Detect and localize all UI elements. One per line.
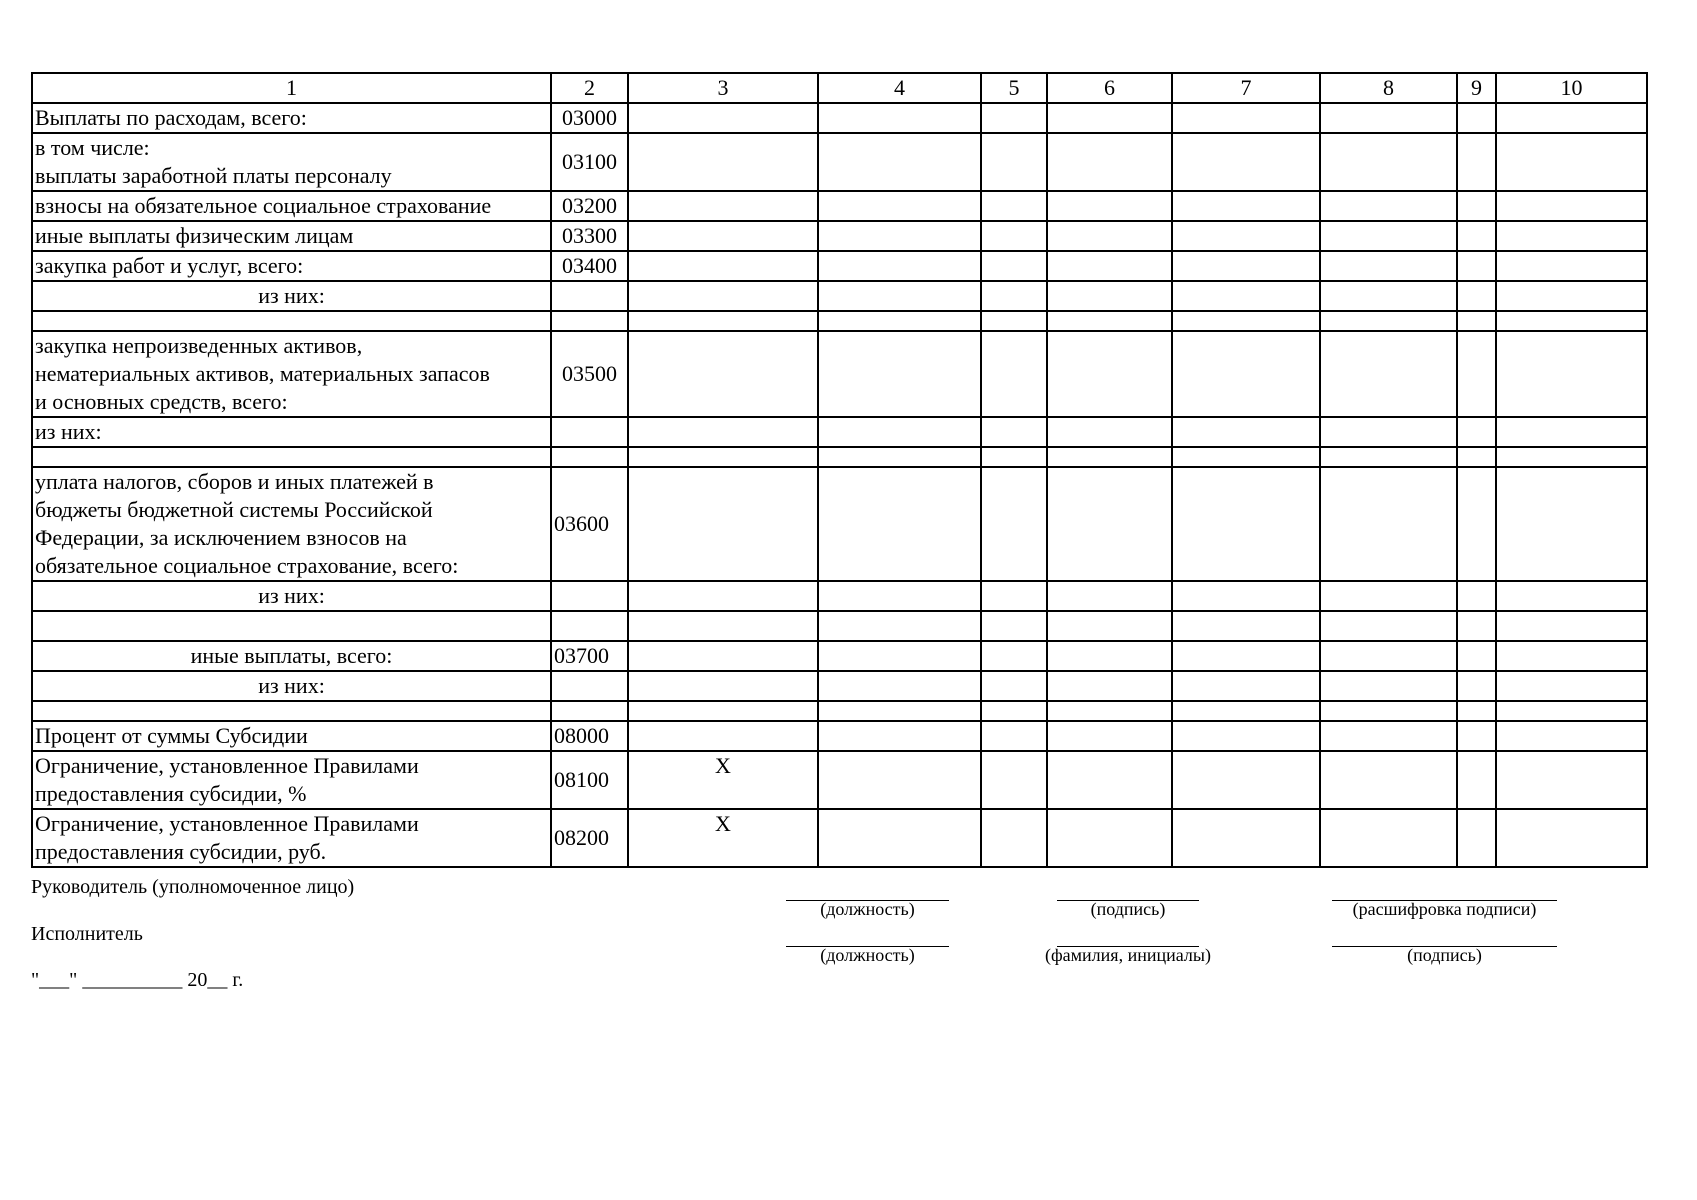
table-row — [32, 331, 1647, 417]
data-cell-col-5 — [981, 701, 1047, 721]
head-signature-caption: (подпись) — [1090, 899, 1166, 919]
data-cell-col-5 — [981, 467, 1047, 581]
data-cell-col-5 — [981, 133, 1047, 191]
data-cell-col-9 — [1457, 133, 1496, 191]
row-label — [32, 311, 551, 331]
data-cell-col-7 — [1172, 809, 1320, 867]
row-label-line: взносы на обязательное социальное страхование — [35, 193, 492, 218]
data-cell-col-8 — [1320, 331, 1457, 417]
table-row — [32, 611, 1647, 641]
row-code — [551, 671, 628, 701]
data-cell-col-6 — [1047, 331, 1172, 417]
column-header-9: 9 — [1457, 73, 1496, 103]
data-cell-col-7 — [1172, 311, 1320, 331]
row-label-line: и основных средств, всего: — [35, 389, 288, 414]
data-cell-col-7 — [1172, 191, 1320, 221]
data-cell-col-7 — [1172, 611, 1320, 641]
data-cell-col-3 — [628, 133, 818, 191]
row-code: 08000 — [551, 721, 628, 751]
data-cell-col-6 — [1047, 467, 1172, 581]
data-cell-col-6 — [1047, 611, 1172, 641]
data-cell-col-3 — [628, 311, 818, 331]
data-cell-col-9 — [1457, 751, 1496, 809]
row-label — [32, 447, 551, 467]
row-label-line: Федерации, за исключением взносов на — [35, 525, 407, 550]
data-cell-col-9 — [1457, 281, 1496, 311]
row-label — [32, 751, 551, 809]
row-label-line: закупка непроизведенных активов, — [35, 333, 363, 358]
row-code: 03200 — [551, 191, 628, 221]
data-cell-col-7 — [1172, 447, 1320, 467]
data-cell-col-6 — [1047, 221, 1172, 251]
column-header-8: 8 — [1320, 73, 1457, 103]
row-label — [32, 103, 551, 133]
data-cell-col-5 — [981, 251, 1047, 281]
data-cell-col-9 — [1457, 251, 1496, 281]
row-code — [551, 417, 628, 447]
data-cell-col-3 — [628, 417, 818, 447]
header-row — [32, 73, 1647, 103]
data-cell-col-4 — [818, 581, 981, 611]
row-label — [32, 671, 551, 701]
data-cell-col-4 — [818, 467, 981, 581]
row-label — [32, 641, 551, 671]
row-label — [32, 331, 551, 417]
data-cell-col-5 — [981, 331, 1047, 417]
data-cell-col-10 — [1496, 641, 1647, 671]
table-row — [32, 191, 1647, 221]
data-cell-col-10 — [1496, 417, 1647, 447]
data-cell-col-8 — [1320, 467, 1457, 581]
data-cell-col-8 — [1320, 721, 1457, 751]
row-label — [32, 251, 551, 281]
data-cell-col-7 — [1172, 581, 1320, 611]
data-cell-col-10 — [1496, 103, 1647, 133]
row-label-line: бюджеты бюджетной системы Российской — [35, 497, 433, 522]
row-label-line: уплата налогов, сборов и иных платежей в — [35, 469, 434, 494]
data-cell-col-8 — [1320, 221, 1457, 251]
data-cell-col-4 — [818, 103, 981, 133]
data-cell-col-9 — [1457, 641, 1496, 671]
data-cell-col-8 — [1320, 103, 1457, 133]
data-cell-col-9 — [1457, 447, 1496, 467]
row-label-line: из них: — [258, 583, 325, 608]
data-cell-col-9 — [1457, 417, 1496, 447]
data-cell-col-6 — [1047, 721, 1172, 751]
data-cell-col-9 — [1457, 221, 1496, 251]
data-cell-col-5 — [981, 641, 1047, 671]
row-code — [551, 701, 628, 721]
column-header-4: 4 — [818, 73, 981, 103]
data-cell-col-7 — [1172, 701, 1320, 721]
data-cell-col-7 — [1172, 417, 1320, 447]
table-row — [32, 133, 1647, 191]
data-cell-col-8 — [1320, 447, 1457, 467]
row-label — [32, 467, 551, 581]
table-row — [32, 311, 1647, 331]
row-label — [32, 809, 551, 867]
data-cell-col-3 — [628, 721, 818, 751]
data-cell-col-7 — [1172, 467, 1320, 581]
data-cell-col-10 — [1496, 751, 1647, 809]
data-cell-col-8 — [1320, 251, 1457, 281]
data-cell-col-8 — [1320, 311, 1457, 331]
executor-name-caption: (фамилия, инициалы) — [1045, 945, 1211, 965]
table-row — [32, 221, 1647, 251]
data-cell-col-6 — [1047, 417, 1172, 447]
data-cell-col-3 — [628, 221, 818, 251]
row-label-line: выплаты заработной платы персоналу — [35, 163, 392, 188]
table-row — [32, 447, 1647, 467]
data-cell-col-5 — [981, 611, 1047, 641]
cell-x-mark: X — [628, 751, 818, 809]
data-cell-col-7 — [1172, 671, 1320, 701]
row-code: 03500 — [551, 331, 628, 417]
head-decoding-caption: (расшифровка подписи) — [1352, 899, 1537, 919]
data-cell-col-9 — [1457, 103, 1496, 133]
data-cell-col-4 — [818, 133, 981, 191]
data-cell-col-5 — [981, 191, 1047, 221]
data-cell-col-10 — [1496, 133, 1647, 191]
row-label — [32, 611, 551, 641]
row-code: 03000 — [551, 103, 628, 133]
report-table — [31, 72, 1648, 868]
data-cell-col-4 — [818, 417, 981, 447]
table-row — [32, 103, 1647, 133]
column-header-5: 5 — [981, 73, 1047, 103]
data-cell-col-8 — [1320, 133, 1457, 191]
head-position-caption: (должность) — [820, 899, 915, 919]
row-label-line: иные выплаты физическим лицам — [35, 223, 354, 248]
row-label — [32, 721, 551, 751]
row-label — [32, 221, 551, 251]
table-row — [32, 641, 1647, 671]
data-cell-col-10 — [1496, 331, 1647, 417]
data-cell-col-3 — [628, 447, 818, 467]
data-cell-col-9 — [1457, 331, 1496, 417]
row-label-line: из них: — [258, 673, 325, 698]
data-cell-col-9 — [1457, 611, 1496, 641]
data-cell-col-7 — [1172, 133, 1320, 191]
data-cell-col-8 — [1320, 581, 1457, 611]
row-label — [32, 133, 551, 191]
column-header-1: 1 — [32, 73, 551, 103]
data-cell-col-8 — [1320, 611, 1457, 641]
row-code: 03100 — [551, 133, 628, 191]
row-code — [551, 447, 628, 467]
data-cell-col-10 — [1496, 611, 1647, 641]
data-cell-col-10 — [1496, 701, 1647, 721]
data-cell-col-3 — [628, 671, 818, 701]
data-cell-col-7 — [1172, 281, 1320, 311]
data-cell-col-3 — [628, 103, 818, 133]
data-cell-col-6 — [1047, 103, 1172, 133]
data-cell-col-6 — [1047, 641, 1172, 671]
data-cell-col-8 — [1320, 751, 1457, 809]
data-cell-col-4 — [818, 641, 981, 671]
executor-label: Исполнитель — [31, 923, 143, 945]
data-cell-col-10 — [1496, 467, 1647, 581]
data-cell-col-6 — [1047, 191, 1172, 221]
data-cell-col-4 — [818, 721, 981, 751]
row-code: 08100 — [551, 751, 628, 809]
data-cell-col-3 — [628, 467, 818, 581]
data-cell-col-8 — [1320, 641, 1457, 671]
data-cell-col-6 — [1047, 701, 1172, 721]
row-code — [551, 611, 628, 641]
table-row — [32, 809, 1647, 867]
row-label-line: предоставления субсидии, руб. — [35, 839, 327, 864]
data-cell-col-10 — [1496, 581, 1647, 611]
table-row — [32, 467, 1647, 581]
row-label-line: Ограничение, установленное Правилами — [35, 753, 419, 778]
table-row — [32, 281, 1647, 311]
row-label — [32, 417, 551, 447]
data-cell-col-10 — [1496, 251, 1647, 281]
data-cell-col-6 — [1047, 281, 1172, 311]
data-cell-col-6 — [1047, 133, 1172, 191]
executor-position-caption: (должность) — [820, 945, 915, 965]
table-row — [32, 417, 1647, 447]
data-cell-col-9 — [1457, 311, 1496, 331]
row-code: 03700 — [551, 641, 628, 671]
data-cell-col-5 — [981, 103, 1047, 133]
data-cell-col-9 — [1457, 191, 1496, 221]
data-cell-col-5 — [981, 221, 1047, 251]
row-label-line: из них: — [35, 419, 102, 444]
data-cell-col-4 — [818, 701, 981, 721]
data-cell-col-9 — [1457, 809, 1496, 867]
data-cell-col-10 — [1496, 191, 1647, 221]
data-cell-col-7 — [1172, 751, 1320, 809]
row-label-line: обязательное социальное страхование, всего: — [35, 553, 459, 578]
data-cell-col-6 — [1047, 251, 1172, 281]
row-label-line: нематериальных активов, материальных запасов — [35, 361, 490, 386]
data-cell-col-3 — [628, 331, 818, 417]
data-cell-col-8 — [1320, 809, 1457, 867]
data-cell-col-5 — [981, 671, 1047, 701]
data-cell-col-5 — [981, 417, 1047, 447]
data-cell-col-4 — [818, 311, 981, 331]
data-cell-col-8 — [1320, 671, 1457, 701]
table-row — [32, 671, 1647, 701]
data-cell-col-6 — [1047, 447, 1172, 467]
data-cell-col-5 — [981, 281, 1047, 311]
data-cell-col-4 — [818, 809, 981, 867]
data-cell-col-3 — [628, 251, 818, 281]
row-label-line: иные выплаты, всего: — [190, 643, 393, 668]
data-cell-col-9 — [1457, 671, 1496, 701]
data-cell-col-5 — [981, 721, 1047, 751]
data-cell-col-4 — [818, 221, 981, 251]
row-label-line: Выплаты по расходам, всего: — [35, 105, 307, 130]
data-cell-col-3 — [628, 191, 818, 221]
row-label — [32, 281, 551, 311]
table-row — [32, 721, 1647, 751]
row-label-line: в том числе: — [35, 135, 150, 160]
data-cell-col-7 — [1172, 641, 1320, 671]
data-cell-col-8 — [1320, 701, 1457, 721]
data-cell-col-5 — [981, 311, 1047, 331]
data-cell-col-7 — [1172, 721, 1320, 751]
data-cell-col-9 — [1457, 701, 1496, 721]
data-cell-col-7 — [1172, 251, 1320, 281]
data-cell-col-5 — [981, 751, 1047, 809]
data-cell-col-6 — [1047, 751, 1172, 809]
row-label-line: предоставления субсидии, % — [35, 781, 307, 806]
row-label-line: Процент от суммы Субсидии — [35, 723, 308, 748]
data-cell-col-4 — [818, 331, 981, 417]
data-cell-col-10 — [1496, 311, 1647, 331]
column-header-2: 2 — [551, 73, 628, 103]
row-label — [32, 701, 551, 721]
data-cell-col-8 — [1320, 417, 1457, 447]
row-label-line: закупка работ и услуг, всего: — [35, 253, 304, 278]
data-cell-col-7 — [1172, 221, 1320, 251]
cell-x-mark: X — [628, 809, 818, 867]
data-cell-col-9 — [1457, 721, 1496, 751]
row-code — [551, 311, 628, 331]
column-header-10: 10 — [1496, 73, 1647, 103]
data-cell-col-3 — [628, 641, 818, 671]
row-code: 03600 — [551, 467, 628, 581]
data-cell-col-9 — [1457, 467, 1496, 581]
executor-signature-caption: (подпись) — [1407, 945, 1482, 965]
data-cell-col-10 — [1496, 671, 1647, 701]
data-cell-col-4 — [818, 447, 981, 467]
row-code: 08200 — [551, 809, 628, 867]
data-cell-col-4 — [818, 751, 981, 809]
data-cell-col-8 — [1320, 191, 1457, 221]
row-code — [551, 581, 628, 611]
data-cell-col-6 — [1047, 809, 1172, 867]
data-cell-col-5 — [981, 447, 1047, 467]
column-header-3: 3 — [628, 73, 818, 103]
column-header-6: 6 — [1047, 73, 1172, 103]
row-code: 03400 — [551, 251, 628, 281]
column-header-7: 7 — [1172, 73, 1320, 103]
data-cell-col-7 — [1172, 331, 1320, 417]
data-cell-col-3 — [628, 281, 818, 311]
date-line: "___" __________ 20__ г. — [31, 969, 244, 991]
data-cell-col-6 — [1047, 311, 1172, 331]
data-cell-col-3 — [628, 611, 818, 641]
table-row — [32, 581, 1647, 611]
data-cell-col-9 — [1457, 581, 1496, 611]
data-cell-col-8 — [1320, 281, 1457, 311]
table-row — [32, 251, 1647, 281]
data-cell-col-3 — [628, 701, 818, 721]
row-label — [32, 581, 551, 611]
data-cell-col-6 — [1047, 671, 1172, 701]
data-cell-col-4 — [818, 671, 981, 701]
data-cell-col-4 — [818, 281, 981, 311]
row-code — [551, 281, 628, 311]
data-cell-col-10 — [1496, 281, 1647, 311]
row-label-line: Ограничение, установленное Правилами — [35, 811, 419, 836]
data-cell-col-3 — [628, 581, 818, 611]
data-cell-col-4 — [818, 611, 981, 641]
data-cell-col-10 — [1496, 447, 1647, 467]
row-label-line: из них: — [258, 283, 325, 308]
table-row — [32, 751, 1647, 809]
data-cell-col-10 — [1496, 221, 1647, 251]
data-cell-col-6 — [1047, 581, 1172, 611]
data-cell-col-10 — [1496, 809, 1647, 867]
row-code: 03300 — [551, 221, 628, 251]
head-label: Руководитель (уполномоченное лицо) — [31, 876, 355, 898]
table-row — [32, 701, 1647, 721]
data-cell-col-10 — [1496, 721, 1647, 751]
data-cell-col-7 — [1172, 103, 1320, 133]
row-label — [32, 191, 551, 221]
data-cell-col-5 — [981, 581, 1047, 611]
data-cell-col-5 — [981, 809, 1047, 867]
data-cell-col-4 — [818, 251, 981, 281]
data-cell-col-4 — [818, 191, 981, 221]
